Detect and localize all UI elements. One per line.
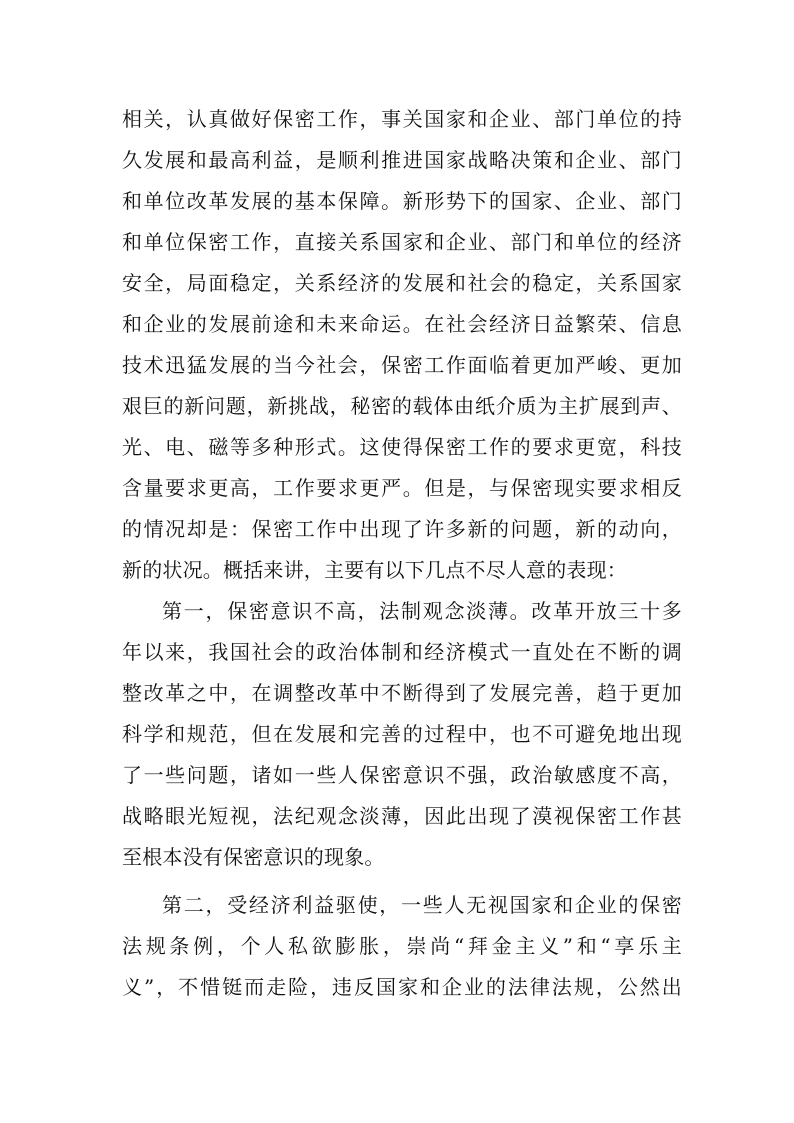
text-line-11: 的情况却是：保密工作中出现了许多新的问题，新的动向，	[122, 517, 682, 541]
paragraph-2-line-7: 至根本没有保密意识的现象。	[122, 845, 385, 869]
text-line-8: 艰巨的新问题，新挑战，秘密的载体由纸介质为主扩展到声、	[122, 394, 682, 418]
text-line-5: 安全，局面稳定，关系经济的发展和社会的稳定，关系国家	[122, 271, 682, 295]
text-line-2: 久发展和最高利益，是顺利推进国家战略决策和企业、部门	[122, 148, 682, 172]
text-line-10: 含量要求更高，工作要求更严。但是，与保密现实要求相反	[122, 476, 682, 500]
paragraph-3-line-2: 法规条例，个人私欲膨胀，崇尚“拜金主义”和“享乐主	[122, 934, 682, 958]
paragraph-2-line-3: 整改革之中，在调整改革中不断得到了发展完善，趋于更加	[122, 681, 682, 705]
text-line-9: 光、电、磁等多种形式。这使得保密工作的要求更宽，科技	[122, 435, 682, 459]
paragraph-3-line-1: 第二，受经济利益驱使，一些人无视国家和企业的保密	[162, 893, 682, 917]
paragraph-2-line-2: 年以来，我国社会的政治体制和经济模式一直处在不断的调	[122, 640, 682, 664]
paragraph-3-line-3: 义”，不惜铤而走险，违反国家和企业的法律法规，公然出	[122, 975, 682, 999]
paragraph-2-line-1: 第一，保密意识不高，法制观念淡薄。改革开放三十多	[162, 599, 682, 623]
paragraph-2-line-4: 科学和规范，但在发展和完善的过程中，也不可避免地出现	[122, 722, 682, 746]
text-line-3: 和单位改革发展的基本保障。新形势下的国家、企业、部门	[122, 189, 682, 213]
paragraph-2-line-6: 战略眼光短视，法纪观念淡薄，因此出现了漠视保密工作甚	[122, 804, 682, 828]
paragraph-2-line-5: 了一些问题，诸如一些人保密意识不强，政治敏感度不高，	[122, 763, 682, 787]
text-line-4: 和单位保密工作，直接关系国家和企业、部门和单位的经济	[122, 230, 682, 254]
text-line-7: 技术迅猛发展的当今社会，保密工作面临着更加严峻、更加	[122, 353, 682, 377]
text-line-12: 新的状况。概括来讲，主要有以下几点不尽人意的表现：	[122, 558, 627, 582]
text-line-6: 和企业的发展前途和未来命运。在社会经济日益繁荣、信息	[122, 312, 682, 336]
text-line-1: 相关，认真做好保密工作，事关国家和企业、部门单位的持	[122, 107, 682, 131]
